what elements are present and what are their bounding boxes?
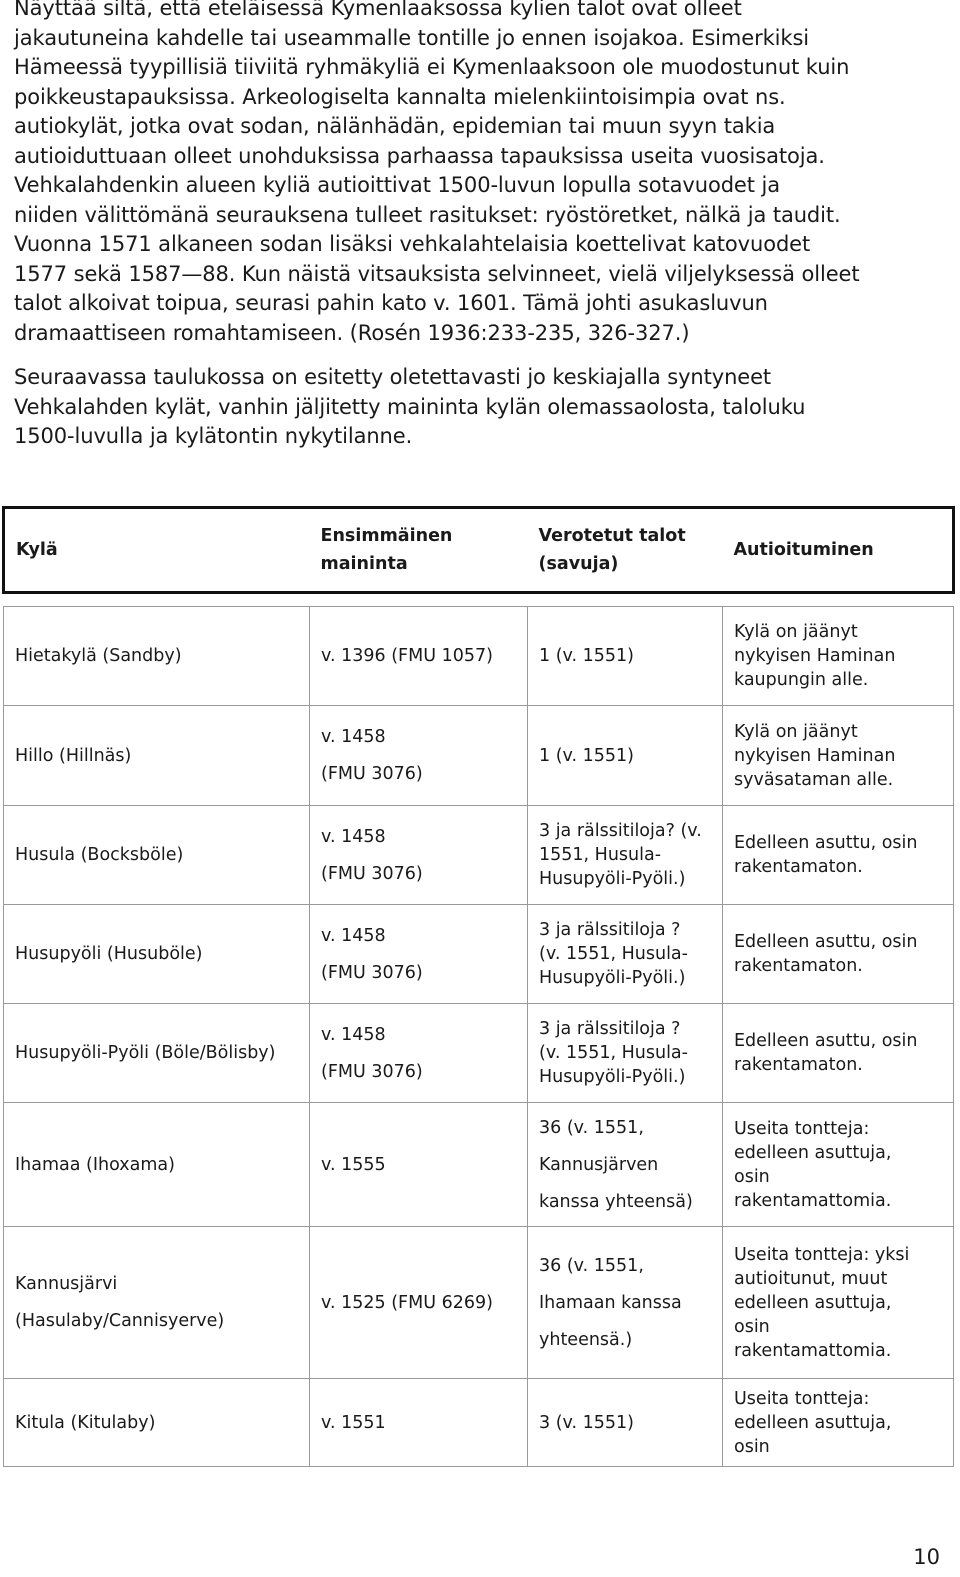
cell-line: (FMU 3076)	[321, 1061, 423, 1082]
cell-line: v. 1458	[321, 925, 386, 946]
cell-line: osin	[734, 1316, 770, 1337]
paragraph-line: 1577 sekä 1587—88. Kun näistä vitsauksista selvinneet, vielä viljelyksessä olleet	[14, 261, 860, 286]
cell-line: rakentamaton.	[734, 956, 863, 976]
paragraph-line: Seuraavassa taulukossa on esitetty oletettavasti jo keskiajalla syntyneet	[14, 365, 772, 389]
cell-line: 3 ja rälssitiloja ?	[539, 920, 681, 940]
cell-line: Kannusjärvi	[15, 1274, 118, 1294]
cell-line: Verotetut talot	[538, 526, 686, 546]
cell-mention	[310, 806, 528, 905]
cell-line: 36 (v. 1551,	[539, 1255, 644, 1276]
cell-taxed	[528, 1379, 723, 1467]
cell-status	[723, 706, 954, 806]
paragraph-line: Vehkalahden kylät, vanhin jäljitetty maininta kylän olemassaolosta, taloluku	[14, 394, 806, 419]
cell-line: Husupyöli-Pyöli.)	[539, 869, 686, 889]
cell-line: Husupyöli (Husuböle)	[15, 944, 203, 964]
table-spacer-row	[4, 593, 954, 607]
cell-mention	[310, 1103, 528, 1227]
cell-taxed	[528, 1004, 723, 1103]
cell-line: Husula (Bocksböle)	[15, 845, 184, 865]
paragraph-line: dramaattiseen romahtamiseen. (Rosén 1936:233-235, 326-327.)	[14, 320, 690, 345]
cell-line: edelleen asuttuja,	[734, 1142, 892, 1163]
paragraph-line: talot alkoivat toipua, seurasi pahin kato v. 1601. Tämä johti asukasluvun	[14, 291, 768, 315]
cell-line: Husupyöli-Pyöli (Böle/Bölisby)	[15, 1043, 276, 1063]
cell-line: Edelleen asuttu, osin	[734, 932, 918, 952]
cell-village	[4, 607, 310, 706]
cell-taxed	[528, 607, 723, 706]
cell-line: Hillo (Hillnäs)	[15, 745, 132, 766]
cell-line: (FMU 3076)	[321, 962, 423, 983]
cell-line: (v. 1551, Husula-	[539, 944, 688, 964]
cell-line: 1 (v. 1551)	[539, 745, 635, 766]
cell-line: Kylä on jäänyt	[734, 721, 858, 742]
cell-taxed	[528, 806, 723, 905]
paragraph-line: 1500-luvulla ja kylätontin nykytilanne.	[14, 424, 413, 448]
header-taxed-houses	[528, 508, 723, 593]
paragraph-line: autioiduttuaan olleet unohduksissa parhaassa tapauksissa useita vuosisatoja.	[14, 143, 825, 168]
cell-line: rakentamattomia.	[734, 1340, 892, 1361]
cell-village	[4, 706, 310, 806]
cell-line: rakentamaton.	[734, 857, 863, 877]
villages-table	[2, 506, 955, 1467]
cell-line: (Hasulaby/Cannisyerve)	[15, 1311, 225, 1331]
cell-line: osin	[734, 1166, 770, 1187]
cell-mention	[310, 1227, 528, 1379]
cell-status	[723, 1103, 954, 1227]
paragraph-line: autiokylät, jotka ovat sodan, nälänhädän, epidemian tai muun syyn takia	[14, 114, 776, 138]
cell-line: 36 (v. 1551,	[539, 1117, 644, 1138]
cell-line: kanssa yhteensä)	[539, 1191, 693, 1212]
cell-line: v. 1525 (FMU 6269)	[321, 1292, 493, 1313]
cell-line: Ihamaan kanssa	[539, 1292, 682, 1313]
cell-line: v. 1396 (FMU 1057)	[321, 646, 493, 666]
paragraph-line: jakautuneina kahdelle tai useammalle tontille jo ennen isojakoa. Esimerkiksi	[14, 25, 810, 50]
cell-taxed	[528, 1227, 723, 1379]
cell-mention	[310, 905, 528, 1004]
paragraph-line: niiden välittömänä seurauksena tulleet rasitukset: ryöstöretket, nälkä ja taudit.	[14, 202, 841, 227]
table-row	[4, 706, 954, 806]
cell-line: yhteensä.)	[539, 1329, 633, 1350]
cell-line: autioitunut, muut	[734, 1268, 888, 1289]
intro-paragraph	[14, 0, 949, 348]
table-row	[4, 1379, 954, 1467]
cell-status	[723, 1379, 954, 1467]
cell-status	[723, 1227, 954, 1379]
cell-line: v. 1458	[321, 1024, 386, 1045]
cell-status	[723, 806, 954, 905]
cell-village	[4, 1103, 310, 1227]
cell-line: Kylä on jäänyt	[734, 622, 858, 642]
cell-line: Useita tontteja: yksi	[734, 1244, 910, 1265]
cell-taxed	[528, 1103, 723, 1227]
cell-line: Autioituminen	[733, 540, 874, 560]
header-desertion	[723, 508, 954, 593]
cell-line: syväsataman alle.	[734, 769, 894, 790]
cell-line: 3 ja rälssitiloja ?	[539, 1019, 681, 1039]
table-row	[4, 1004, 954, 1103]
header-village	[4, 508, 310, 593]
cell-line: Ensimmäinen	[320, 526, 453, 546]
cell-village	[4, 1227, 310, 1379]
table-header-row	[4, 508, 954, 593]
cell-line: 3 (v. 1551)	[539, 1412, 635, 1433]
cell-line: kaupungin alle.	[734, 670, 869, 690]
cell-line: v. 1458	[321, 826, 386, 847]
table-row	[4, 806, 954, 905]
cell-line: Kylä	[16, 540, 58, 560]
paragraph-line: Vehkalahdenkin alueen kyliä autioittivat 1500-luvun lopulla sotavuodet ja	[14, 173, 780, 197]
paragraph-line: Vuonna 1571 alkaneen sodan lisäksi vehkalahtelaisia koettelivat katovuodet	[14, 232, 811, 256]
cell-village	[4, 1379, 310, 1467]
cell-line: (savuja)	[538, 554, 619, 574]
cell-mention	[310, 607, 528, 706]
cell-line: 1551, Husula-	[539, 845, 662, 865]
paragraph-line: poikkeustapauksissa. Arkeologiselta kannalta mielenkiintoisimpia ovat ns.	[14, 84, 786, 109]
table-row	[4, 1227, 954, 1379]
page-number: 10	[913, 1545, 940, 1569]
cell-line: maininta	[320, 554, 408, 574]
cell-line: rakentamattomia.	[734, 1190, 892, 1211]
table-row	[4, 905, 954, 1004]
cell-line: v. 1551	[321, 1412, 386, 1433]
cell-line: Kannusjärven	[539, 1154, 659, 1175]
cell-status	[723, 905, 954, 1004]
cell-mention	[310, 1004, 528, 1103]
cell-line: Kitula (Kitulaby)	[15, 1412, 156, 1433]
cell-line: Husupyöli-Pyöli.)	[539, 1067, 686, 1087]
cell-line: Edelleen asuttu, osin	[734, 1031, 918, 1051]
cell-village	[4, 806, 310, 905]
cell-mention	[310, 1379, 528, 1467]
cell-village	[4, 1004, 310, 1103]
cell-line: Edelleen asuttu, osin	[734, 833, 918, 853]
cell-line: Hietakylä (Sandby)	[15, 646, 182, 666]
cell-line: v. 1458	[321, 727, 386, 747]
cell-status	[723, 1004, 954, 1103]
cell-taxed	[528, 706, 723, 806]
table-intro-paragraph	[14, 363, 949, 452]
cell-line: Useita tontteja:	[734, 1388, 870, 1409]
paragraph-line: Näyttää siltä, että eteläisessä Kymenlaaksossa kylien talot ovat olleet	[14, 0, 742, 20]
cell-line: (FMU 3076)	[321, 863, 423, 884]
header-first-mention	[310, 508, 528, 593]
cell-line: osin	[734, 1436, 770, 1457]
cell-line: Ihamaa (Ihoxama)	[15, 1154, 175, 1175]
cell-line: nykyisen Haminan	[734, 745, 896, 766]
cell-line: (v. 1551, Husula-	[539, 1043, 688, 1063]
cell-status	[723, 607, 954, 706]
cell-line: nykyisen Haminan	[734, 646, 896, 666]
cell-village	[4, 905, 310, 1004]
cell-taxed	[528, 905, 723, 1004]
cell-line: rakentamaton.	[734, 1055, 863, 1075]
paragraph-line: Hämeessä tyypillisiä tiiviitä ryhmäkyliä ei Kymenlaaksoon ole muodostunut kuin	[14, 55, 850, 79]
cell-line: Useita tontteja:	[734, 1118, 870, 1139]
cell-line: 3 ja rälssitiloja? (v.	[539, 821, 702, 841]
cell-mention	[310, 706, 528, 806]
table-row	[4, 607, 954, 706]
cell-line: (FMU 3076)	[321, 764, 423, 784]
cell-line: Husupyöli-Pyöli.)	[539, 968, 686, 988]
cell-line: 1 (v. 1551)	[539, 646, 635, 666]
cell-line: edelleen asuttuja,	[734, 1412, 892, 1433]
cell-line: v. 1555	[321, 1154, 386, 1175]
cell-line: edelleen asuttuja,	[734, 1292, 892, 1313]
table-row	[4, 1103, 954, 1227]
